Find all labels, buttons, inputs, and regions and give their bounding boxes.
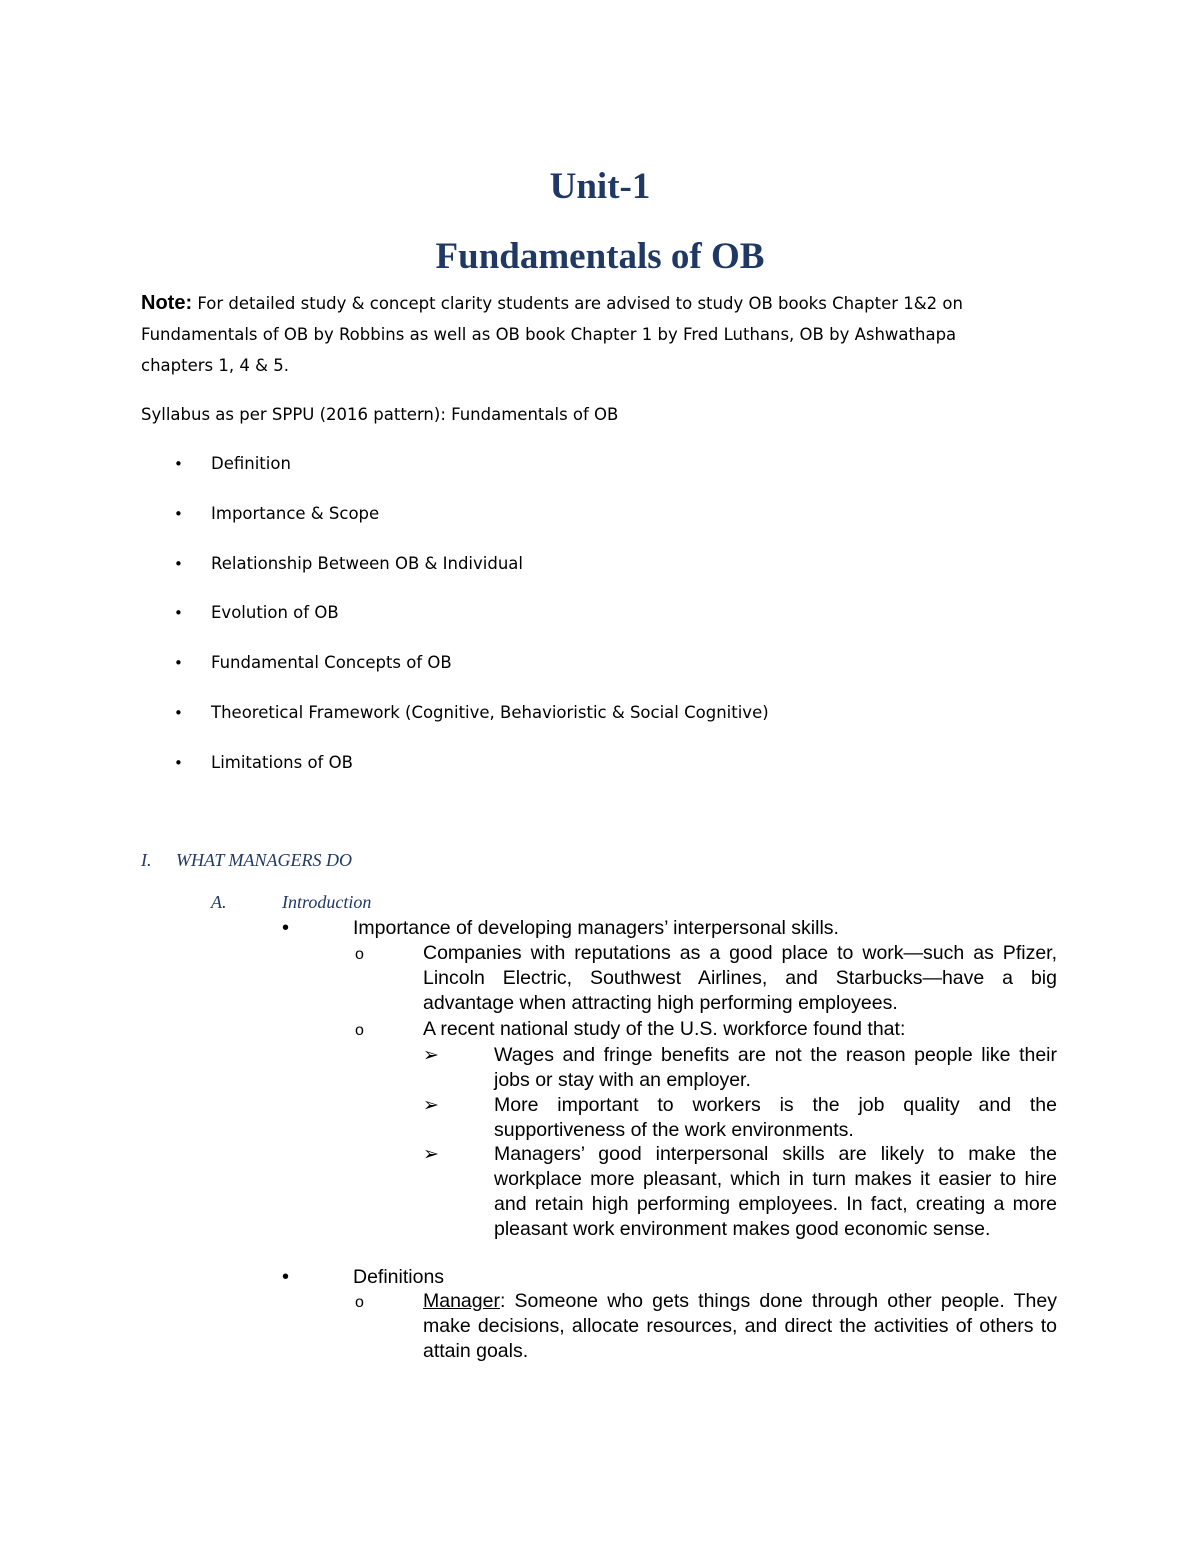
topic-label: Definition — [211, 454, 291, 473]
bullet-icon: • — [174, 505, 183, 523]
syllabus-intro: Syllabus as per SPPU (2016 pattern): Fundamentals of OB — [141, 405, 619, 424]
note-paragraph — [141, 288, 1031, 381]
subsection-heading: Introduction — [282, 892, 372, 912]
topic-label: Theoretical Framework (Cognitive, Behavioristic & Social Cognitive) — [211, 703, 769, 722]
section-number: I. — [141, 850, 152, 870]
topic-label: Relationship Between OB & Individual — [211, 554, 523, 573]
syllabus-topic — [0, 748, 1200, 778]
arrow-bullet-icon: ➢ — [423, 1044, 439, 1066]
circle-bullet-icon: o — [355, 946, 364, 963]
topic-label: Fundamental Concepts of OB — [211, 653, 452, 672]
syllabus-topic — [0, 549, 1200, 579]
bullet-icon: • — [174, 704, 183, 722]
syllabus-topic — [0, 648, 1200, 678]
list-item: Importance of developing managers’ interpersonal skills. — [353, 917, 839, 939]
note-text: For detailed study & concept clarity students are advised to study OB books Chapter 1&2 on Fundamentals of OB by Robbins as well as OB book Chapter 1 by Fred Luthans, OB by Ashwathapa chapters 1, 4 & 5. — [141, 294, 963, 375]
list-item: Wages and fringe benefits are not the reason people like their jobs or stay with an employer. — [494, 1044, 1057, 1091]
list-item: More important to workers is the job quality and the supportiveness of the work environments. — [494, 1094, 1057, 1141]
defined-term: Manager — [423, 1290, 500, 1312]
list-item: A recent national study of the U.S. workforce found that: — [423, 1018, 906, 1040]
bullet-icon: • — [174, 455, 183, 473]
circle-bullet-icon: o — [355, 1022, 364, 1039]
topic-label: Limitations of OB — [211, 753, 353, 772]
syllabus-topic — [0, 499, 1200, 529]
list-item: Definitions — [353, 1266, 445, 1288]
arrow-bullet-icon: ➢ — [423, 1143, 439, 1165]
note-label: Note: — [141, 292, 193, 314]
bullet-icon: • — [282, 1266, 290, 1288]
subsection-letter: A. — [211, 892, 227, 912]
arrow-bullet-icon: ➢ — [423, 1094, 439, 1116]
syllabus-topic — [0, 449, 1200, 479]
syllabus-topic — [0, 598, 1200, 628]
topic-label: Evolution of OB — [211, 603, 339, 622]
list-item: Managers’ good interpersonal skills are likely to make the workplace more pleasant, which in turn makes it easier to hire and retain high performing employees. In fact, creating a more pleasant work environment makes good economic sense. — [494, 1143, 1057, 1240]
list-item: Companies with reputations as a good place to work—such as Pfizer, Lincoln Electric, Southwest Airlines, and Starbucks—have a big advantage when attracting high performing employees. — [423, 942, 1057, 1014]
definition-item — [423, 1289, 1057, 1364]
bullet-icon: • — [174, 754, 183, 772]
syllabus-topic — [0, 698, 1200, 728]
section-heading: WHAT MANAGERS DO — [176, 850, 352, 870]
unit-title: Unit-1 — [549, 166, 651, 207]
bullet-icon: • — [174, 654, 183, 672]
circle-bullet-icon: o — [355, 1294, 364, 1311]
topic-label: Importance & Scope — [211, 504, 380, 523]
bullet-icon: • — [174, 604, 183, 622]
bullet-icon: • — [282, 917, 290, 939]
bullet-icon: • — [174, 555, 183, 573]
subject-title: Fundamentals of OB — [435, 236, 765, 277]
definition-text: : Someone who gets things done through other people. They make decisions, allocate resources, and direct the activities of others to attain goals. — [423, 1290, 1057, 1362]
